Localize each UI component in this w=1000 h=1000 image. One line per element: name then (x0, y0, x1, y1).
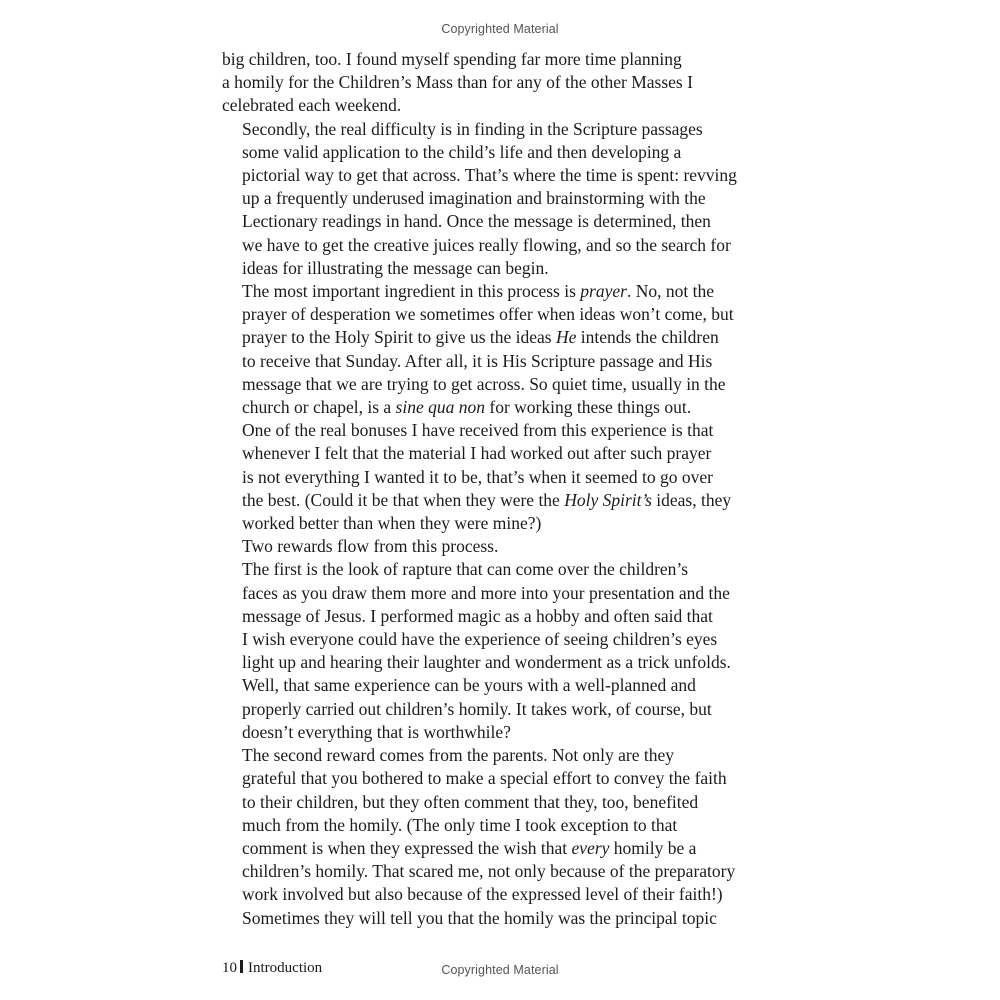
text-segment: prayer of desperation we sometimes offer when ideas won’t come, but (242, 304, 734, 325)
text-segment: ideas for illustrating the message can begin. (242, 257, 549, 278)
text-segment: grateful that you bothered to make a special effort to convey the faith (242, 768, 727, 789)
italic-text: Holy Spirit’s (564, 489, 652, 510)
text-segment: Sometimes they will tell you that the homily was the principal topic (242, 907, 717, 928)
paragraph (222, 280, 782, 419)
text-line (222, 396, 782, 419)
text-line (222, 674, 782, 697)
text-segment: some valid application to the child’s life and then developing a (242, 141, 682, 162)
text-segment: Lectionary readings in hand. Once the message is determined, then (242, 211, 711, 232)
text-line (222, 651, 782, 674)
paragraph (222, 48, 782, 118)
text-line (222, 350, 782, 373)
text-segment: children’s homily. That scared me, not only because of the preparatory (242, 861, 736, 882)
text-line (222, 860, 782, 883)
text-segment: church or chapel, is a (242, 397, 396, 418)
text-line (222, 71, 782, 94)
paragraph (222, 118, 782, 280)
text-segment: homily be a (609, 837, 697, 858)
text-line (222, 721, 782, 744)
text-segment: doesn’t everything that is worthwhile? (242, 721, 511, 742)
text-line (222, 280, 782, 303)
text-line (222, 234, 782, 257)
text-segment: pictorial way to get that across. That’s where the time is spent: revving (242, 165, 737, 186)
text-segment: ideas, they (651, 489, 732, 510)
page-number: 10 (222, 960, 237, 976)
text-line (222, 744, 782, 767)
text-segment: light up and hearing their laughter and wonderment as a trick unfolds. (242, 652, 731, 673)
italic-text: sine qua non (395, 397, 485, 418)
text-segment: celebrated each weekend. (222, 95, 402, 116)
text-segment: the best. (Could it be that when they were the (242, 489, 565, 510)
text-line (222, 535, 782, 558)
text-segment: The second reward comes from the parents. Not only are they (242, 745, 674, 766)
text-line (222, 698, 782, 721)
text-segment: whenever I felt that the material I had worked out after such prayer (242, 443, 712, 464)
text-segment: is not everything I wanted it to be, that’s when it seemed to go over (242, 466, 713, 487)
text-line (222, 373, 782, 396)
text-segment: up a frequently underused imagination and brainstorming with the (242, 188, 706, 209)
text-line (222, 466, 782, 489)
paragraph (222, 419, 782, 535)
text-segment: we have to get the creative juices really flowing, and so the search for (242, 234, 731, 255)
text-segment: Two rewards flow from this process. (242, 536, 499, 557)
text-line (222, 489, 782, 512)
text-segment: big children, too. I found myself spending far more time planning (222, 49, 682, 69)
text-line (222, 257, 782, 280)
text-line (222, 419, 782, 442)
text-line (222, 326, 782, 349)
paragraph (222, 558, 782, 744)
text-line (222, 187, 782, 210)
text-line (222, 118, 782, 141)
paragraph (222, 535, 782, 558)
text-segment: for working these things out. (485, 397, 692, 418)
text-line (222, 48, 782, 71)
italic-text: He (555, 327, 577, 348)
text-segment: much from the homily. (The only time I took exception to that (242, 814, 678, 835)
text-segment: to their children, but they often comment that they, too, benefited (242, 791, 699, 812)
text-segment: Well, that same experience can be yours with a well-planned and (242, 675, 696, 696)
copyright-watermark-top: Copyrighted Material (441, 22, 559, 36)
text-line (222, 558, 782, 581)
text-segment: . No, not the (626, 281, 714, 302)
text-segment: to receive that Sunday. After all, it is His Scripture passage and His (242, 350, 713, 371)
text-segment: Secondly, the real difficulty is in finding in the Scripture passages (242, 118, 703, 139)
text-line (222, 303, 782, 326)
text-segment: The first is the look of rapture that can come over the children’s (242, 559, 689, 580)
text-line (222, 210, 782, 233)
italic-text: every (571, 837, 610, 858)
text-line (222, 442, 782, 465)
text-segment: message that we are trying to get across. So quiet time, usually in the (242, 373, 726, 394)
text-line (222, 907, 782, 930)
text-line (222, 605, 782, 628)
copyright-watermark-bottom: Copyrighted Material (441, 963, 559, 977)
section-title: Introduction (248, 960, 323, 976)
italic-text: prayer (580, 281, 627, 302)
text-segment: a homily for the Children’s Mass than for any of the other Masses I (222, 72, 693, 93)
text-segment: worked better than when they were mine?) (242, 513, 542, 534)
body-text (222, 48, 782, 930)
text-line (222, 141, 782, 164)
text-segment: faces as you draw them more and more into your presentation and the (242, 582, 730, 603)
text-line (222, 512, 782, 535)
text-segment: message of Jesus. I performed magic as a hobby and often said that (242, 605, 713, 626)
text-segment: properly carried out children’s homily. It takes work, of course, but (242, 698, 712, 719)
text-line (222, 94, 782, 117)
text-line (222, 767, 782, 790)
text-segment: work involved but also because of the expressed level of their faith!) (242, 884, 723, 905)
text-line (222, 582, 782, 605)
text-line (222, 628, 782, 651)
text-segment: The most important ingredient in this process is (242, 281, 581, 302)
paragraph (222, 744, 782, 930)
text-segment: comment is when they expressed the wish that (242, 837, 572, 858)
text-line (222, 814, 782, 837)
text-segment: prayer to the Holy Spirit to give us the ideas (242, 327, 556, 348)
text-segment: I wish everyone could have the experience of seeing children’s eyes (242, 629, 718, 650)
text-line (222, 837, 782, 860)
text-line (222, 791, 782, 814)
text-segment: intends the children (576, 327, 719, 348)
text-segment: One of the real bonuses I have received from this experience is that (242, 420, 714, 441)
text-line (222, 164, 782, 187)
text-line (222, 883, 782, 906)
